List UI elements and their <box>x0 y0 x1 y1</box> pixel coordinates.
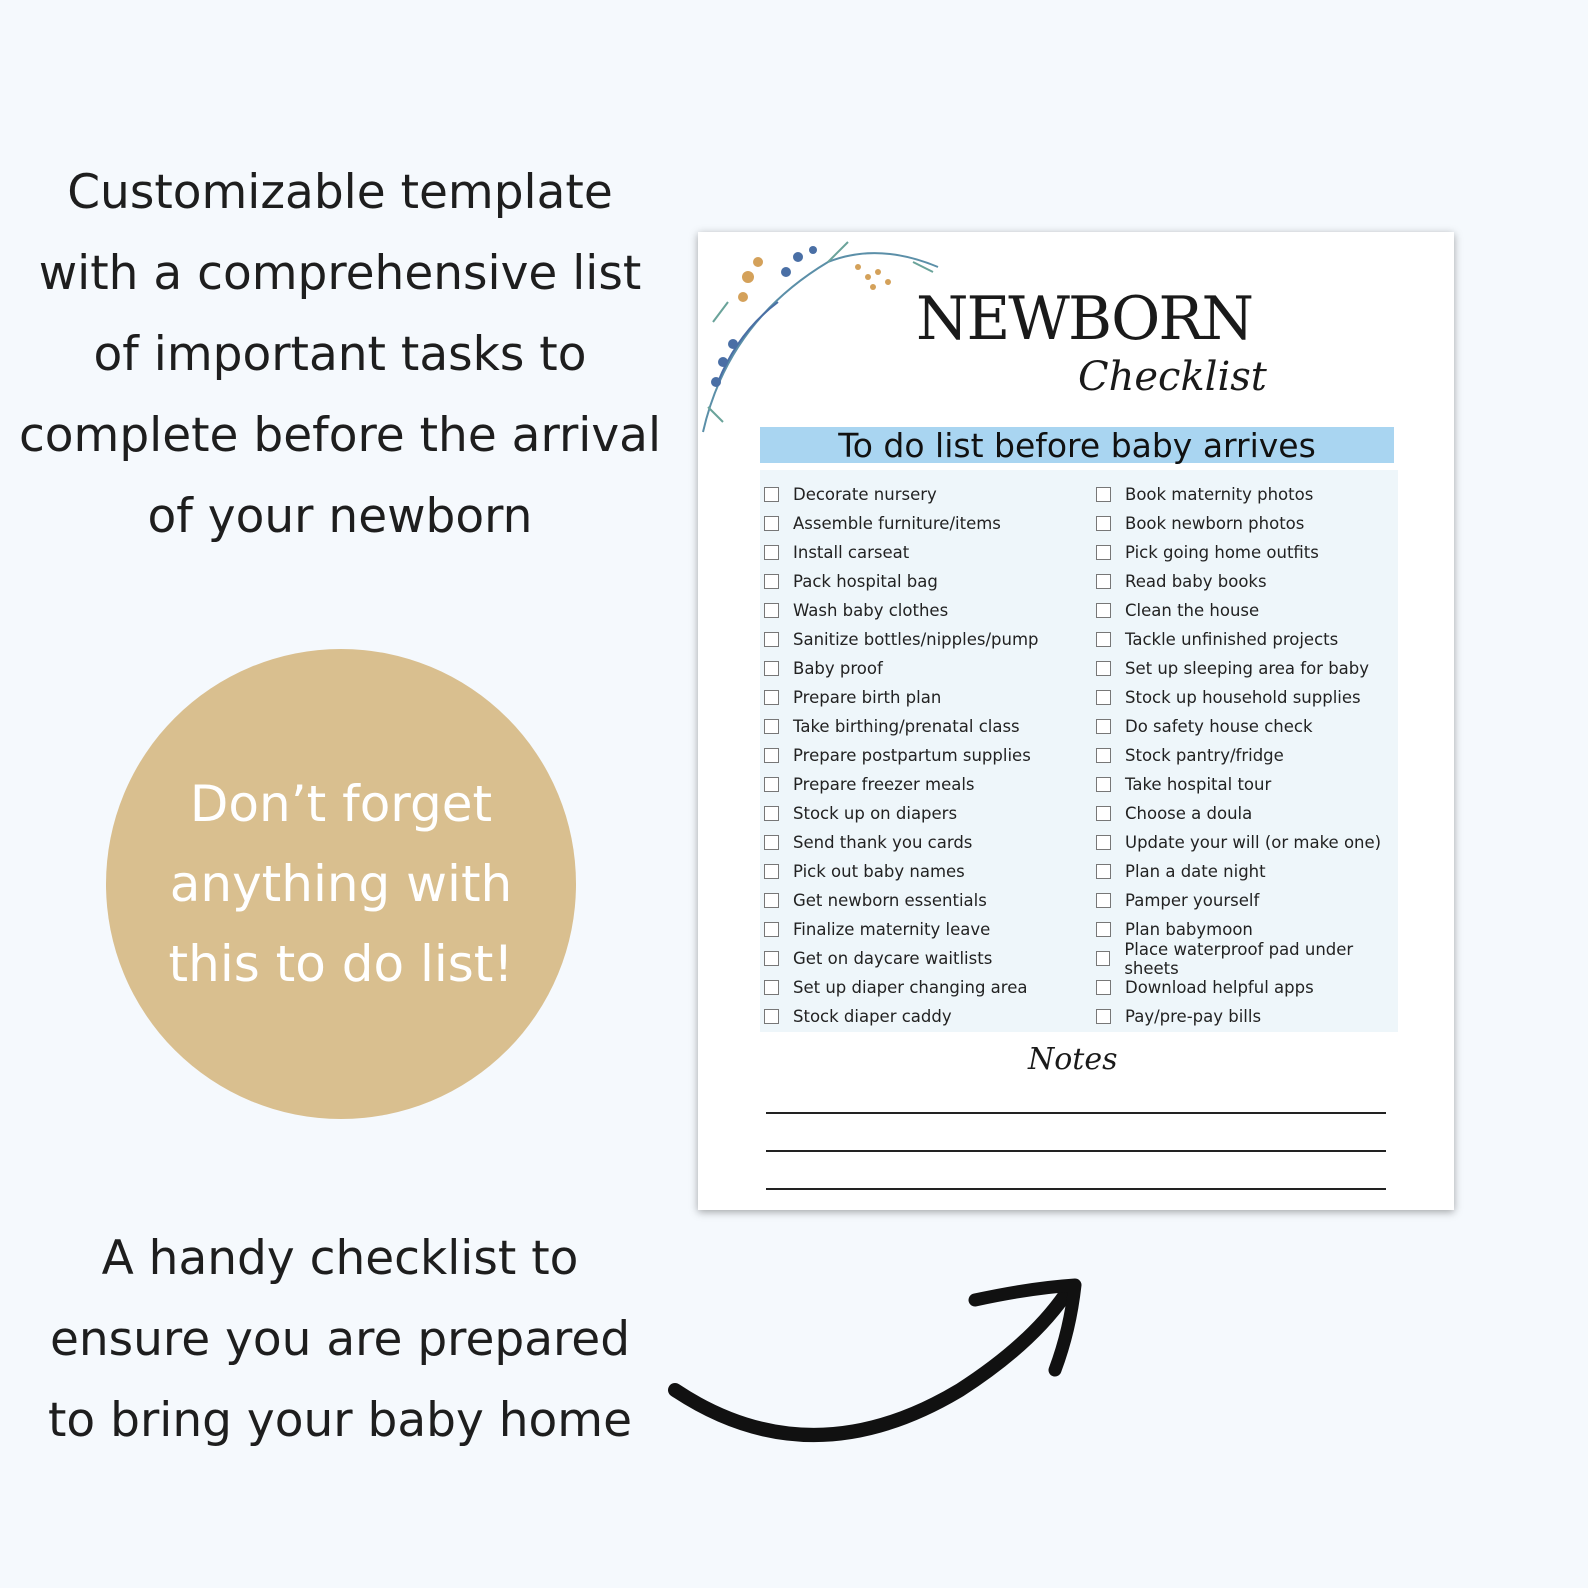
checklist-item <box>764 712 1039 741</box>
checklist-page <box>698 232 1454 1210</box>
checkbox[interactable] <box>764 980 779 995</box>
checklist-item <box>764 944 1039 973</box>
checklist-item <box>1096 683 1398 712</box>
checklist-item-label: Plan babymoon <box>1125 920 1253 939</box>
intro-text: Customizable template with a comprehensive list of important tasks to complete before the arrival of your newborn <box>18 165 662 544</box>
checklist-item <box>764 480 1039 509</box>
checkbox[interactable] <box>764 777 779 792</box>
list-header: To do list before baby arrives <box>760 427 1394 463</box>
checklist-item-label: Get on daycare waitlists <box>793 949 993 968</box>
checklist-item <box>764 857 1039 886</box>
checkbox[interactable] <box>1096 893 1111 908</box>
checklist-item-label: Book maternity photos <box>1125 485 1314 504</box>
checklist-item <box>764 538 1039 567</box>
checklist-item-label: Take hospital tour <box>1125 775 1272 794</box>
checklist-title: NEWBORN <box>916 284 1253 354</box>
checkbox[interactable] <box>1096 574 1111 589</box>
checklist-item <box>1096 567 1398 596</box>
checkbox[interactable] <box>1096 806 1111 821</box>
checkbox[interactable] <box>1096 690 1111 705</box>
checkbox[interactable] <box>764 1009 779 1024</box>
checklist-item <box>1096 1002 1398 1031</box>
checklist-item-label: Pick going home outfits <box>1125 543 1319 562</box>
checkbox[interactable] <box>1096 1009 1111 1024</box>
checkbox[interactable] <box>1096 777 1111 792</box>
checkbox[interactable] <box>1096 748 1111 763</box>
checklist-item <box>1096 799 1398 828</box>
checkbox[interactable] <box>1096 487 1111 502</box>
promo-circle <box>106 649 576 1119</box>
checkbox[interactable] <box>764 835 779 850</box>
checklist-item-label: Update your will (or make one) <box>1125 833 1382 852</box>
checklist-item-label: Stock up household supplies <box>1125 688 1361 707</box>
checklist-item-label: Prepare postpartum supplies <box>793 746 1031 765</box>
checklist-item-label: Decorate nursery <box>793 485 937 504</box>
left-column <box>764 480 1039 1031</box>
checklist-item <box>1096 654 1398 683</box>
checklist-item-label: Place waterproof pad under sheets <box>1124 939 1354 978</box>
checklist-item <box>764 741 1039 770</box>
checkbox[interactable] <box>764 719 779 734</box>
checklist-item-label: Clean the house <box>1125 601 1260 620</box>
checkbox[interactable] <box>764 951 779 966</box>
checkbox[interactable] <box>1096 951 1110 966</box>
checklist-item-label: Read baby books <box>1125 572 1267 591</box>
checklist-item <box>764 1002 1039 1031</box>
checklist-item <box>1096 939 1398 978</box>
checklist-item <box>764 654 1039 683</box>
notes-line[interactable] <box>766 1188 1386 1190</box>
circle-text: Don’t forget anything with this to do list! <box>168 775 514 993</box>
checklist-item-label: Baby proof <box>793 659 883 678</box>
checkbox[interactable] <box>1096 980 1111 995</box>
checklist-item-label: Prepare freezer meals <box>793 775 975 794</box>
checkbox[interactable] <box>764 603 779 618</box>
checkbox[interactable] <box>1096 719 1111 734</box>
checklist-item-label: Take birthing/prenatal class <box>793 717 1020 736</box>
checklist-item-label: Book newborn photos <box>1125 514 1305 533</box>
checklist-item <box>1096 480 1398 509</box>
floral-decoration-icon <box>698 232 948 442</box>
checklist-item <box>764 799 1039 828</box>
checklist-items <box>760 470 1398 1032</box>
checklist-item <box>764 770 1039 799</box>
checkbox[interactable] <box>764 545 779 560</box>
checklist-item-label: Prepare birth plan <box>793 688 942 707</box>
checklist-item <box>1096 625 1398 654</box>
checkbox[interactable] <box>764 748 779 763</box>
checkbox[interactable] <box>764 864 779 879</box>
checklist-item-label: Get newborn essentials <box>793 891 987 910</box>
checkbox[interactable] <box>1096 545 1111 560</box>
checkbox[interactable] <box>1096 864 1111 879</box>
checkbox[interactable] <box>1096 603 1111 618</box>
checkbox[interactable] <box>1096 922 1111 937</box>
checklist-item <box>764 509 1039 538</box>
checklist-item <box>1096 538 1398 567</box>
checkbox[interactable] <box>764 516 779 531</box>
checklist-item <box>764 596 1039 625</box>
checklist-item <box>1096 828 1398 857</box>
checklist-item <box>1096 886 1398 915</box>
checkbox[interactable] <box>764 487 779 502</box>
checklist-item <box>1096 712 1398 741</box>
checklist-item-label: Stock diaper caddy <box>793 1007 952 1026</box>
checkbox[interactable] <box>764 806 779 821</box>
checklist-item-label: Tackle unfinished projects <box>1125 630 1339 649</box>
checkbox[interactable] <box>1096 516 1111 531</box>
checkbox[interactable] <box>764 690 779 705</box>
checklist-item-label: Assemble furniture/items <box>793 514 1001 533</box>
checklist-item-label: Wash baby clothes <box>793 601 949 620</box>
checkbox[interactable] <box>764 661 779 676</box>
checklist-item-label: Set up diaper changing area <box>793 978 1028 997</box>
checklist-item-label: Download helpful apps <box>1125 978 1314 997</box>
checklist-item <box>1096 857 1398 886</box>
checklist-item-label: Stock up on diapers <box>793 804 958 823</box>
checkbox[interactable] <box>1096 661 1111 676</box>
checklist-item <box>764 973 1039 1002</box>
checklist-item <box>1096 741 1398 770</box>
checkbox[interactable] <box>764 893 779 908</box>
checklist-item-label: Install carseat <box>793 543 910 562</box>
checklist-item-label: Plan a date night <box>1125 862 1266 881</box>
checklist-item <box>764 625 1039 654</box>
checklist-item <box>764 567 1039 596</box>
outro-text: A handy checklist to ensure you are prepared to bring your baby home <box>48 1231 632 1448</box>
notes-line[interactable] <box>766 1112 1386 1114</box>
right-column <box>1096 480 1398 1031</box>
checklist-item-label: Do safety house check <box>1125 717 1313 736</box>
checklist-item-label: Send thank you cards <box>793 833 973 852</box>
checklist-item-label: Pack hospital bag <box>793 572 938 591</box>
checklist-item <box>764 828 1039 857</box>
arrow-icon <box>660 1270 1100 1450</box>
checklist-item-label: Pick out baby names <box>793 862 965 881</box>
checklist-item <box>764 915 1039 944</box>
checklist-item <box>1096 770 1398 799</box>
notes-label: Notes <box>1028 1042 1118 1077</box>
checklist-item-label: Sanitize bottles/nipples/pump <box>793 630 1039 649</box>
notes-line[interactable] <box>766 1150 1386 1152</box>
checklist-item-label: Pay/pre-pay bills <box>1125 1007 1262 1026</box>
checklist-item <box>764 886 1039 915</box>
checkbox[interactable] <box>764 922 779 937</box>
checkbox[interactable] <box>764 574 779 589</box>
checklist-item-label: Choose a doula <box>1125 804 1253 823</box>
checkbox[interactable] <box>764 632 779 647</box>
checkbox[interactable] <box>1096 835 1111 850</box>
checkbox[interactable] <box>1096 632 1111 647</box>
checklist-item-label: Finalize maternity leave <box>793 920 991 939</box>
checklist-item-label: Stock pantry/fridge <box>1125 746 1284 765</box>
checklist-item-label: Set up sleeping area for baby <box>1125 659 1370 678</box>
checklist-item-label: Pamper yourself <box>1125 891 1260 910</box>
checklist-item <box>1096 509 1398 538</box>
checklist-item <box>1096 596 1398 625</box>
checklist-item <box>764 683 1039 712</box>
checklist-subtitle: Checklist <box>1078 354 1267 400</box>
